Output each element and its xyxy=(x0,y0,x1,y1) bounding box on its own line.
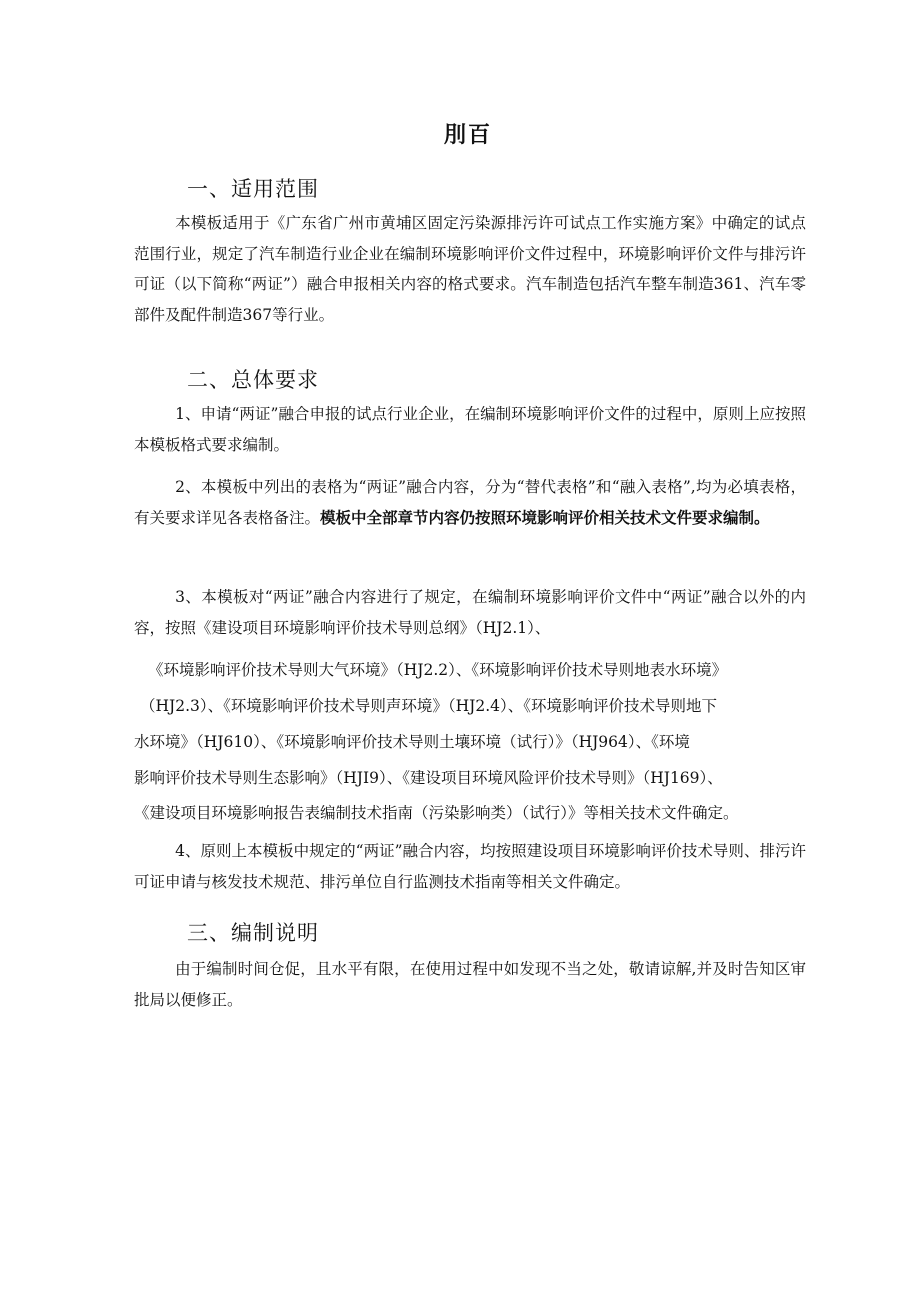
requirement-item-3-intro: 3、本模板对“两证”融合内容进行了规定，在编制环境影响评价文件中“两证”融合以外的内容，按照《建设项目环境影响评价技术导则总纲》（HJ2.1）、 xyxy=(134,588,806,637)
requirement-item-3-line: 《环境影响评价技术导则大气环境》（HJ2.2）、《环境影响评价技术导则地表水环境》 xyxy=(148,661,728,679)
requirement-item-2 xyxy=(134,472,806,533)
requirement-item-3-line: 水环境》（HJ610）、《环境影响评价技术导则土壤环境（试行）》（HJ964）、《环境 xyxy=(134,733,690,751)
requirement-item-3-line: 《建设项目环境影响报告表编制技术指南（污染影响类）（试行）》等相关技术文件确定。 xyxy=(134,804,739,822)
requirement-item-2-bold-text: 模板中全部章节内容仍按照环境影响评价相关技术文件要求编制。 xyxy=(320,508,770,527)
scope-paragraph: 本模板适用于《广东省广州市黄埔区固定污染源排污许可试点工作实施方案》中确定的试点范围行业，规定了汽车制造行业企业在编制环境影响评价文件过程中，环境影响评价文件与排污许可证（以下简称“两证”）融合申报相关内容的格式要求。汽车制造包括汽车整车制造361、汽车零部件及配件制造367等行业。 xyxy=(134,214,806,324)
compilation-notes-paragraph: 由于编制时间仓促，且水平有限，在使用过程中如发现不当之处，敬请谅解,并及时告知区审批局以便修正。 xyxy=(134,960,806,1009)
section-heading-compilation-notes: 三、编制说明 xyxy=(187,921,319,945)
requirement-item-3-line: （HJ2.3）、《环境影响评价技术导则声环境》（HJ2.4）、《环境影响评价技术导则地下 xyxy=(140,697,718,715)
requirement-item-2-text: 2、本模板中列出的表格为“两证”融合内容，分为“替代表格”和“融入表格”,均为必填表格，有关要求详见各表格备注。 xyxy=(134,478,806,527)
requirement-item-1: 1、申请“两证”融合申报的试点行业企业，在编制环境影响评价文件的过程中，原则上应按照本模板格式要求编制。 xyxy=(134,405,806,454)
requirement-item-4: 4、原则上本模板中规定的“两证”融合内容，均按照建设项目环境影响评价技术导则、排污许可证申请与核发技术规范、排污单位自行监测技术指南等相关文件确定。 xyxy=(134,842,806,891)
section-heading-general-requirements: 二、总体要求 xyxy=(187,368,319,392)
page-title: 刖百 xyxy=(443,123,492,148)
requirement-item-3-line: 影响评价技术导则生态影响》（HJI9）、《建设项目环境风险评价技术导则》（HJ169）、 xyxy=(134,769,723,787)
section-heading-scope: 一、适用范围 xyxy=(187,177,319,201)
